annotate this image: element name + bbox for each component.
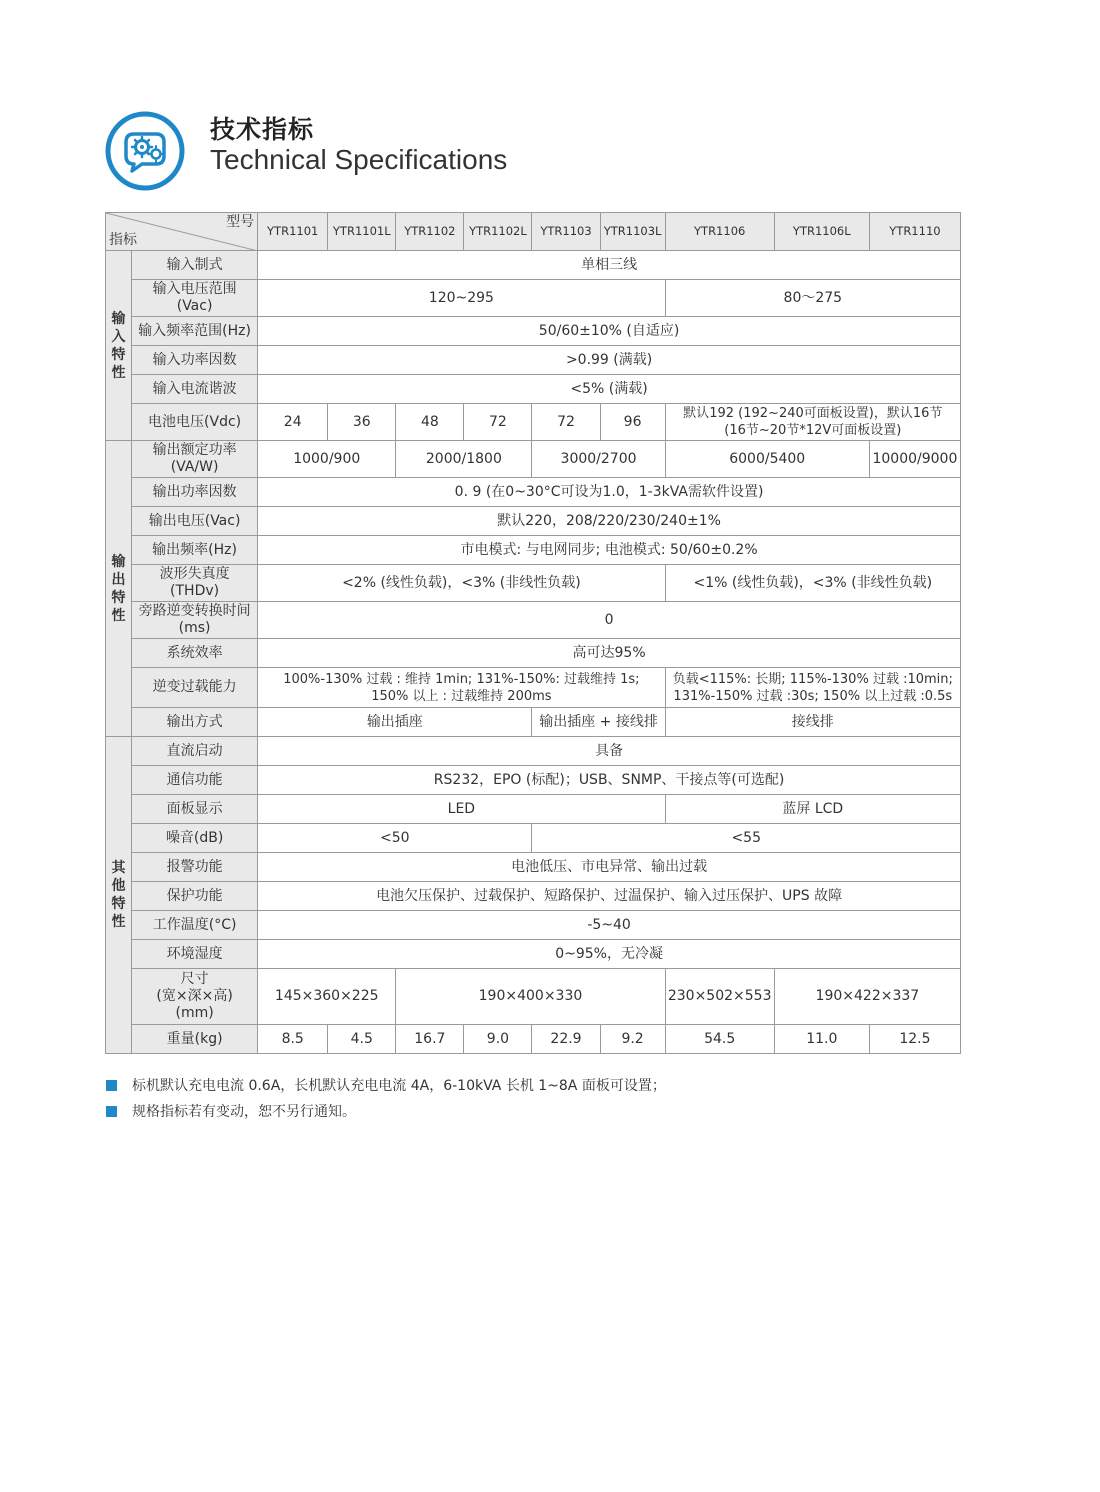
spec-value: 54.5 — [665, 1025, 774, 1054]
spec-value: <1% (线性负载)，<3% (非线性负载) — [665, 565, 960, 602]
spec-value: -5~40 — [258, 911, 961, 940]
model-header: YTR1110 — [869, 213, 960, 251]
row-label: 旁路逆变转换时间 (ms) — [132, 602, 258, 639]
spec-value: 0. 9 (在0~30°C可设为1.0，1-3kVA需软件设置) — [258, 478, 961, 507]
corner-model-label: 型号 — [226, 214, 255, 230]
row-label: 输入电流谐波 — [132, 375, 258, 404]
row-label: 输入制式 — [132, 251, 258, 280]
row-label: 尺寸 (宽×深×高) (mm) — [132, 969, 258, 1025]
spec-value: 72 — [464, 404, 532, 441]
spec-value: <55 — [532, 824, 961, 853]
bullet-square-icon — [106, 1106, 117, 1117]
spec-value: 0~95%，无冷凝 — [258, 940, 961, 969]
footnote-text: 标机默认充电电流 0.6A，长机默认充电电流 4A，6-10kVA 长机 1~8A 面板可设置； — [132, 1078, 666, 1094]
spec-value: 具备 — [258, 737, 961, 766]
spec-value: 50/60±10% (自适应) — [258, 317, 961, 346]
row-label: 电池电压(Vdc) — [132, 404, 258, 441]
spec-value: 230×502×553 — [665, 969, 774, 1025]
spec-value: <50 — [258, 824, 532, 853]
row-label: 输入电压范围 (Vac) — [132, 280, 258, 317]
spec-value: 145×360×225 — [258, 969, 396, 1025]
spec-value: 11.0 — [774, 1025, 869, 1054]
spec-value: 96 — [600, 404, 665, 441]
model-header: YTR1102 — [396, 213, 464, 251]
footnote — [106, 1104, 666, 1130]
row-label: 环境湿度 — [132, 940, 258, 969]
spec-value: 10000/9000 — [869, 441, 960, 478]
row-label: 逆变过载能力 — [132, 668, 258, 708]
footnote — [106, 1078, 666, 1104]
group-other: 其他特性 — [106, 737, 132, 1054]
row-label: 面板显示 — [132, 795, 258, 824]
spec-value: 2000/1800 — [396, 441, 532, 478]
row-label: 输出频率(Hz) — [132, 536, 258, 565]
bullet-square-icon — [106, 1080, 117, 1091]
spec-value: 1000/900 — [258, 441, 396, 478]
spec-value: 12.5 — [869, 1025, 960, 1054]
spec-value: 190×400×330 — [396, 969, 665, 1025]
spec-value: <2% (线性负载)，<3% (非线性负载) — [258, 565, 665, 602]
spec-value: 72 — [532, 404, 600, 441]
spec-value: 输出插座 + 接线排 — [532, 708, 665, 737]
row-label: 通信功能 — [132, 766, 258, 795]
spec-value: 默认192 (192~240可面板设置)，默认16节 (16节~20节*12V可面板设置) — [665, 404, 960, 441]
row-label: 输出方式 — [132, 708, 258, 737]
row-label: 重量(kg) — [132, 1025, 258, 1054]
row-label: 输出功率因数 — [132, 478, 258, 507]
row-label: 输出电压(Vac) — [132, 507, 258, 536]
spec-value: 0 — [258, 602, 961, 639]
model-header: YTR1106 — [665, 213, 774, 251]
spec-value: 单相三线 — [258, 251, 961, 280]
row-label: 系统效率 — [132, 639, 258, 668]
row-label: 输出额定功率 (VA/W) — [132, 441, 258, 478]
spec-value: 默认220，208/220/230/240±1% — [258, 507, 961, 536]
spec-value: 190×422×337 — [774, 969, 960, 1025]
model-header: YTR1103L — [600, 213, 665, 251]
footnotes — [106, 1078, 666, 1130]
footnote-text: 规格指标若有变动，恕不另行通知。 — [132, 1104, 356, 1120]
spec-value: 100%-130% 过载 : 维持 1min; 131%-150%: 过载维持 1s; 150% 以上 : 过载维持 200ms — [258, 668, 665, 708]
spec-value: LED — [258, 795, 665, 824]
row-label: 报警功能 — [132, 853, 258, 882]
spec-value: <5% (满载) — [258, 375, 961, 404]
row-label: 波形失真度 (THDv) — [132, 565, 258, 602]
model-header: YTR1106L — [774, 213, 869, 251]
spec-value: 9.0 — [464, 1025, 532, 1054]
row-label: 输入功率因数 — [132, 346, 258, 375]
spec-value: 48 — [396, 404, 464, 441]
row-label: 输入频率范围(Hz) — [132, 317, 258, 346]
spec-value: RS232，EPO (标配)；USB、SNMP、干接点等(可选配) — [258, 766, 961, 795]
spec-value: 9.2 — [600, 1025, 665, 1054]
page-subtitle: Technical Specifications — [210, 144, 508, 175]
spec-value: 电池欠压保护、过载保护、短路保护、过温保护、输入过压保护、UPS 故障 — [258, 882, 961, 911]
group-input: 输入特性 — [106, 251, 132, 441]
spec-value: 22.9 — [532, 1025, 600, 1054]
spec-value: 16.7 — [396, 1025, 464, 1054]
spec-value: 80～275 — [665, 280, 960, 317]
spec-value: 输出插座 — [258, 708, 532, 737]
row-label: 工作温度(°C) — [132, 911, 258, 940]
row-label: 噪音(dB) — [132, 824, 258, 853]
gear-panel-icon — [104, 110, 186, 192]
spec-value: 36 — [328, 404, 396, 441]
model-header: YTR1101 — [258, 213, 328, 251]
row-label: 直流启动 — [132, 737, 258, 766]
spec-value: 接线排 — [665, 708, 960, 737]
spec-value: 负载<115%: 长期; 115%-130% 过载 :10min; 131%-150% 过载 :30s; 150% 以上过载 :0.5s — [665, 668, 960, 708]
spec-value: 6000/5400 — [665, 441, 869, 478]
group-output: 输出特性 — [106, 441, 132, 737]
spec-table — [105, 212, 961, 1054]
spec-value: 蓝屏 LCD — [665, 795, 960, 824]
page-title: 技术指标 — [210, 115, 315, 144]
spec-value: 电池低压、市电异常、输出过载 — [258, 853, 961, 882]
spec-value: 3000/2700 — [532, 441, 665, 478]
spec-value: 120~295 — [258, 280, 665, 317]
spec-value: >0.99 (满载) — [258, 346, 961, 375]
table-corner — [106, 213, 258, 251]
spec-value: 8.5 — [258, 1025, 328, 1054]
model-header: YTR1103 — [532, 213, 600, 251]
corner-spec-label: 指标 — [109, 232, 137, 248]
model-header: YTR1101L — [328, 213, 396, 251]
spec-value: 4.5 — [328, 1025, 396, 1054]
model-header: YTR1102L — [464, 213, 532, 251]
spec-value: 24 — [258, 404, 328, 441]
spec-value: 高可达95% — [258, 639, 961, 668]
spec-value: 市电模式: 与电网同步; 电池模式: 50/60±0.2% — [258, 536, 961, 565]
row-label: 保护功能 — [132, 882, 258, 911]
